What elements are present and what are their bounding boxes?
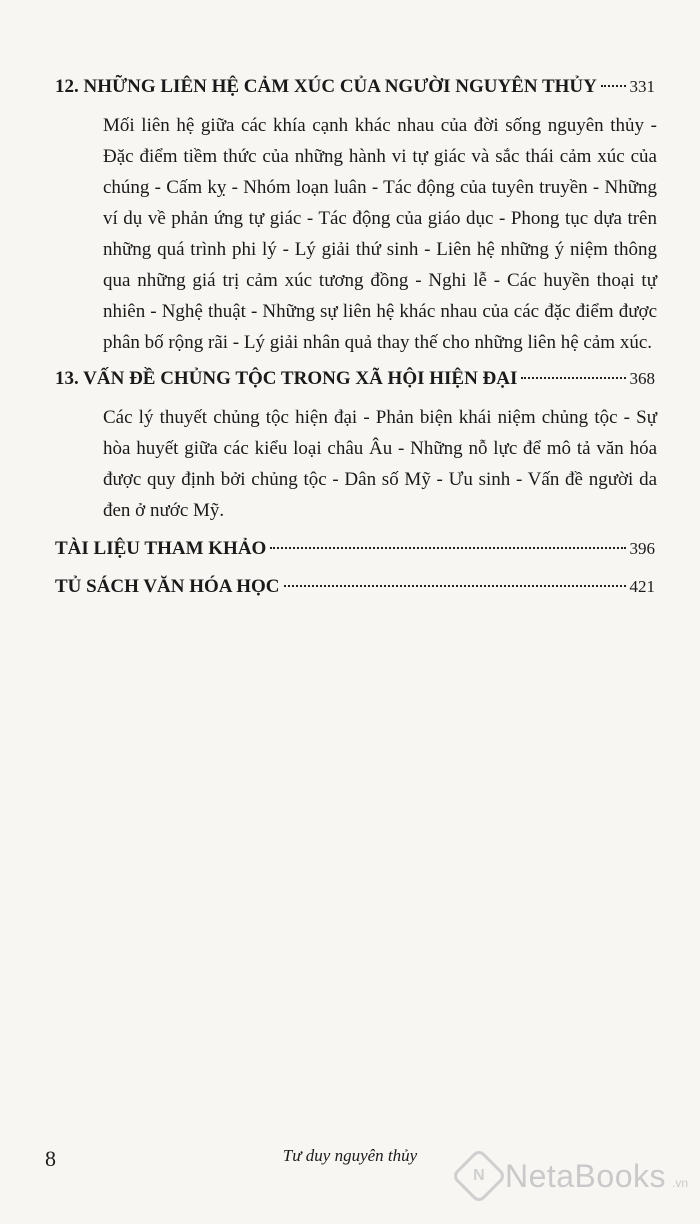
watermark-brand: NetaBooks <box>504 1157 666 1194</box>
toc-entry-page: 421 <box>629 577 655 596</box>
toc-entry-title: 13. VẤN ĐỀ CHỦNG TỘC TRONG XÃ HỘI HIỆN ĐẠI <box>55 368 518 389</box>
toc-entry-title: 12. NHỮNG LIÊN HỆ CẢM XÚC CỦA NGƯỜI NGUYÊN THỦY <box>55 76 597 97</box>
toc-entry-title: TÀI LIỆU THAM KHẢO <box>55 538 267 559</box>
watermark <box>459 1156 688 1196</box>
watermark-tld: .vn <box>671 1176 688 1190</box>
running-footer-title: Tư duy nguyên thủy <box>282 1146 418 1165</box>
dot-leader <box>270 547 625 549</box>
toc-entry-book-series[interactable] <box>55 572 655 602</box>
dot-leader <box>601 85 626 87</box>
toc-entry-12-description: Mối liên hệ giữa các khía cạnh khác nhau của đời sống nguyên thủy - Đặc điểm tiềm thức của những hành vi tự giác và sắc thái cảm xúc của chúng - Cấm kỵ - Nhóm loạn luân - Tác động của tuyên truyền - Những ví dụ về phản ứng tự giác - Tác động của giáo dục - Phong tục dựa trên những quá trình phi lý - Lý giải thứ sinh - Liên hệ những ý niệm thông qua những giá trị cảm xúc tương đồng - Nghi lễ - Các huyền thoại tự nhiên - Nghệ thuật - Những sự liên hệ khác nhau của các đặc điểm được phân bố rộng rãi - Lý giải nhân quả thay thế cho những liên hệ cảm xúc. <box>103 115 657 353</box>
dot-leader <box>521 377 625 379</box>
toc-entry-13-description: Các lý thuyết chủng tộc hiện đại - Phản biện khái niệm chủng tộc - Sự hòa huyết giữa các kiểu loại châu Âu - Những nỗ lực để mô tả văn hóa được quy định bởi chủng tộc - Dân số Mỹ - Ưu sinh - Vấn đề người da đen ở nước Mỹ. <box>103 407 657 521</box>
toc-entry-references[interactable] <box>55 534 655 564</box>
toc-entry-page: 368 <box>629 369 655 388</box>
netabooks-logo-icon: N <box>451 1148 508 1205</box>
table-of-contents <box>55 72 655 602</box>
toc-entry-page: 396 <box>629 539 655 558</box>
toc-entry-page: 331 <box>629 77 655 96</box>
dot-leader <box>284 585 626 587</box>
page-number: 8 <box>45 1146 56 1171</box>
toc-entry-title: TỦ SÁCH VĂN HÓA HỌC <box>55 576 280 597</box>
toc-entry-12-heading[interactable] <box>55 72 655 102</box>
toc-entry-13-heading[interactable] <box>55 364 655 394</box>
